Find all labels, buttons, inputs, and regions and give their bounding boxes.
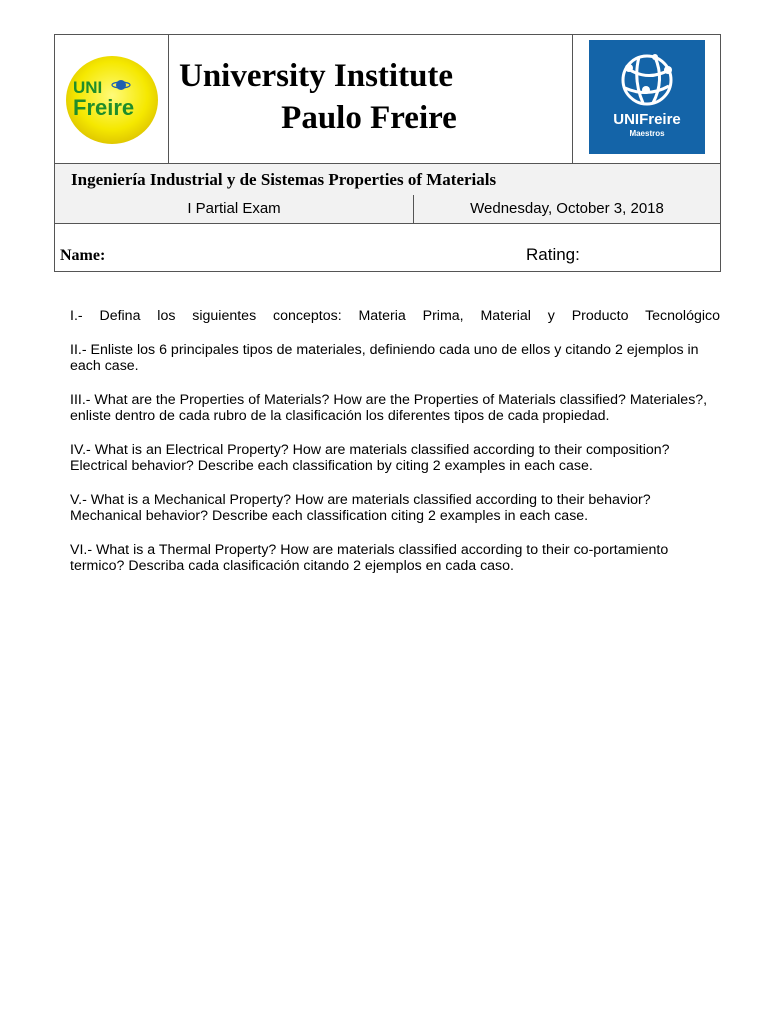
institute-title-line2: Paulo Freire bbox=[243, 99, 495, 141]
questions-list bbox=[70, 308, 720, 592]
subject-text: Ingeniería Industrial y de Sistemas Properties of Materials bbox=[71, 170, 497, 189]
unifreire-maestros-logo bbox=[589, 40, 705, 154]
question-1: I.- Defina los siguientes conceptos: Materia Prima, Material y Producto Tecnológico bbox=[70, 308, 720, 324]
left-logo-cell bbox=[55, 35, 169, 164]
right-logo-text-main: UNIFreire bbox=[613, 111, 681, 128]
exam-label-cell bbox=[55, 195, 414, 224]
exam-header-table bbox=[54, 34, 721, 272]
left-logo-text-bottom: Freire bbox=[73, 95, 135, 120]
question-5: V.- What is a Mechanical Property? How are materials classified according to their behavior? Mechanical behavior? Describe each classification citing 2 examples in each case. bbox=[70, 491, 651, 524]
left-logo-text-top: UNI bbox=[73, 78, 103, 97]
subject-row bbox=[55, 163, 720, 196]
right-logo-text-sub: Maestros bbox=[629, 129, 665, 138]
right-logo-cell bbox=[573, 35, 720, 164]
question-2: II.- Enliste los 6 principales tipos de materiales, definiendo cada uno de ellos y citando 2 ejemplos in each case. bbox=[70, 341, 699, 374]
unifreire-logo-yellow bbox=[63, 51, 161, 149]
question-3: III.- What are the Properties of Materials? How are the Properties of Materials classified? Materiales?, enliste dentro de cada rubro de la clasificación los diferentes tipos de cada propiedad. bbox=[70, 391, 708, 424]
name-label: Name: bbox=[60, 247, 106, 264]
name-rating-row bbox=[55, 224, 720, 271]
institute-title-line1: University Institute bbox=[177, 57, 563, 99]
question-4: IV.- What is an Electrical Property? How are materials classified according to their composition? Electrical behavior? Describe each classification by citing 2 examples in each case. bbox=[70, 441, 670, 474]
exam-date: Wednesday, October 3, 2018 bbox=[470, 200, 664, 217]
rating-label: Rating: bbox=[526, 245, 580, 264]
exam-date-cell bbox=[414, 195, 720, 224]
network-globe-icon bbox=[623, 56, 671, 104]
exam-label: I Partial Exam bbox=[187, 200, 281, 217]
question-6: VI.- What is a Thermal Property? How are materials classified according to their co-portamiento termico? Describa cada clasificación citando 2 ejemplos en cada caso. bbox=[70, 541, 669, 574]
title-cell bbox=[169, 35, 573, 164]
